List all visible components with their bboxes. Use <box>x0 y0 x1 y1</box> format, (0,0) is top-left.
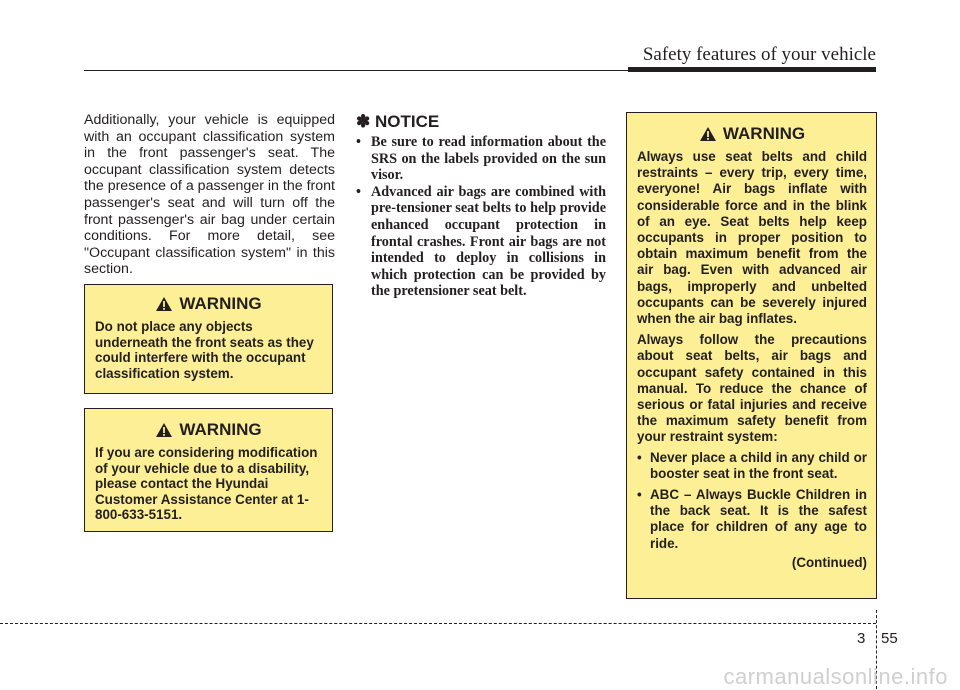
warning-triangle-icon <box>155 422 173 438</box>
watermark: carmanualsonline.info <box>723 664 948 689</box>
warning-box-modification <box>84 408 333 532</box>
warning-text: If you are considering modification of your vehicle due to a disability, please contact the Hyundai Customer Assistance Center at 1-800-633-5151. <box>95 445 318 523</box>
warning-heading <box>95 293 322 315</box>
notice-list <box>356 134 606 300</box>
warning-text: Do not place any objects underneath the front seats as they could interfere with the occupant classification system. <box>95 319 314 381</box>
warning-box-objects <box>84 284 333 394</box>
warning-title: WARNING <box>179 420 262 439</box>
warning-text: Always follow the precautions about seat belts, air bags and occupant safety contained in this manual. To reduce the chance of serious or fatal injuries and receive the maximum safety benefit from your restraint system: <box>637 332 867 445</box>
warning-list-item: • Never place a child in any child or booster seat in the front seat. <box>637 450 867 482</box>
header-bar <box>628 67 876 72</box>
page-number: 55 <box>881 630 898 647</box>
warning-list-item: • ABC – Always Buckle Children in the back seat. It is the safest place for children of any age to ride. <box>637 487 867 552</box>
warning-title: WARNING <box>722 124 806 143</box>
continued-label: (Continued) <box>791 554 867 570</box>
warning-list <box>637 450 867 552</box>
notice-item: • Be sure to read information about the SRS on the labels provided on the sun visor. <box>356 134 606 184</box>
notice-title: ✽ NOTICE <box>356 112 440 131</box>
warning-triangle-icon <box>155 296 173 312</box>
warning-text: Always use seat belts and child restraints – every trip, every time, everyone! Air bags inflate with considerable force and in the blink of an eye. Seat belts help keep occupants in proper position to obtain maximum benefit from the air bag. Even with advanced air bags, improperly and unbelted occupants can be severely injured when the air bag inflates. <box>637 149 867 327</box>
footer-rule <box>0 623 876 624</box>
warning-triangle-icon <box>699 126 717 142</box>
intro-paragraph: Additionally, your vehicle is equipped with an occupant classification system in the front passenger's seat. The occupant classification system detects the presence of a passenger in the front passenger's seat and will turn off the front passenger's air bag under certain conditions. For more detail, see "Occupant classification system" in this section. <box>84 112 335 278</box>
warning-heading <box>95 419 322 441</box>
warning-title: WARNING <box>179 294 262 313</box>
warning-heading <box>637 123 867 145</box>
warning-box-seat-belts <box>626 112 877 599</box>
chapter-number: 3 <box>857 630 866 647</box>
notice-item: • Advanced air bags are combined with pre-tensioner seat belts to help provide enhanced occupant protection in frontal crashes. Front air bags are not intended to deploy in collisions in which protection can be provided by the pretensioner seat belt. <box>356 184 606 300</box>
header-title: Safety features of your vehicle <box>642 44 876 65</box>
